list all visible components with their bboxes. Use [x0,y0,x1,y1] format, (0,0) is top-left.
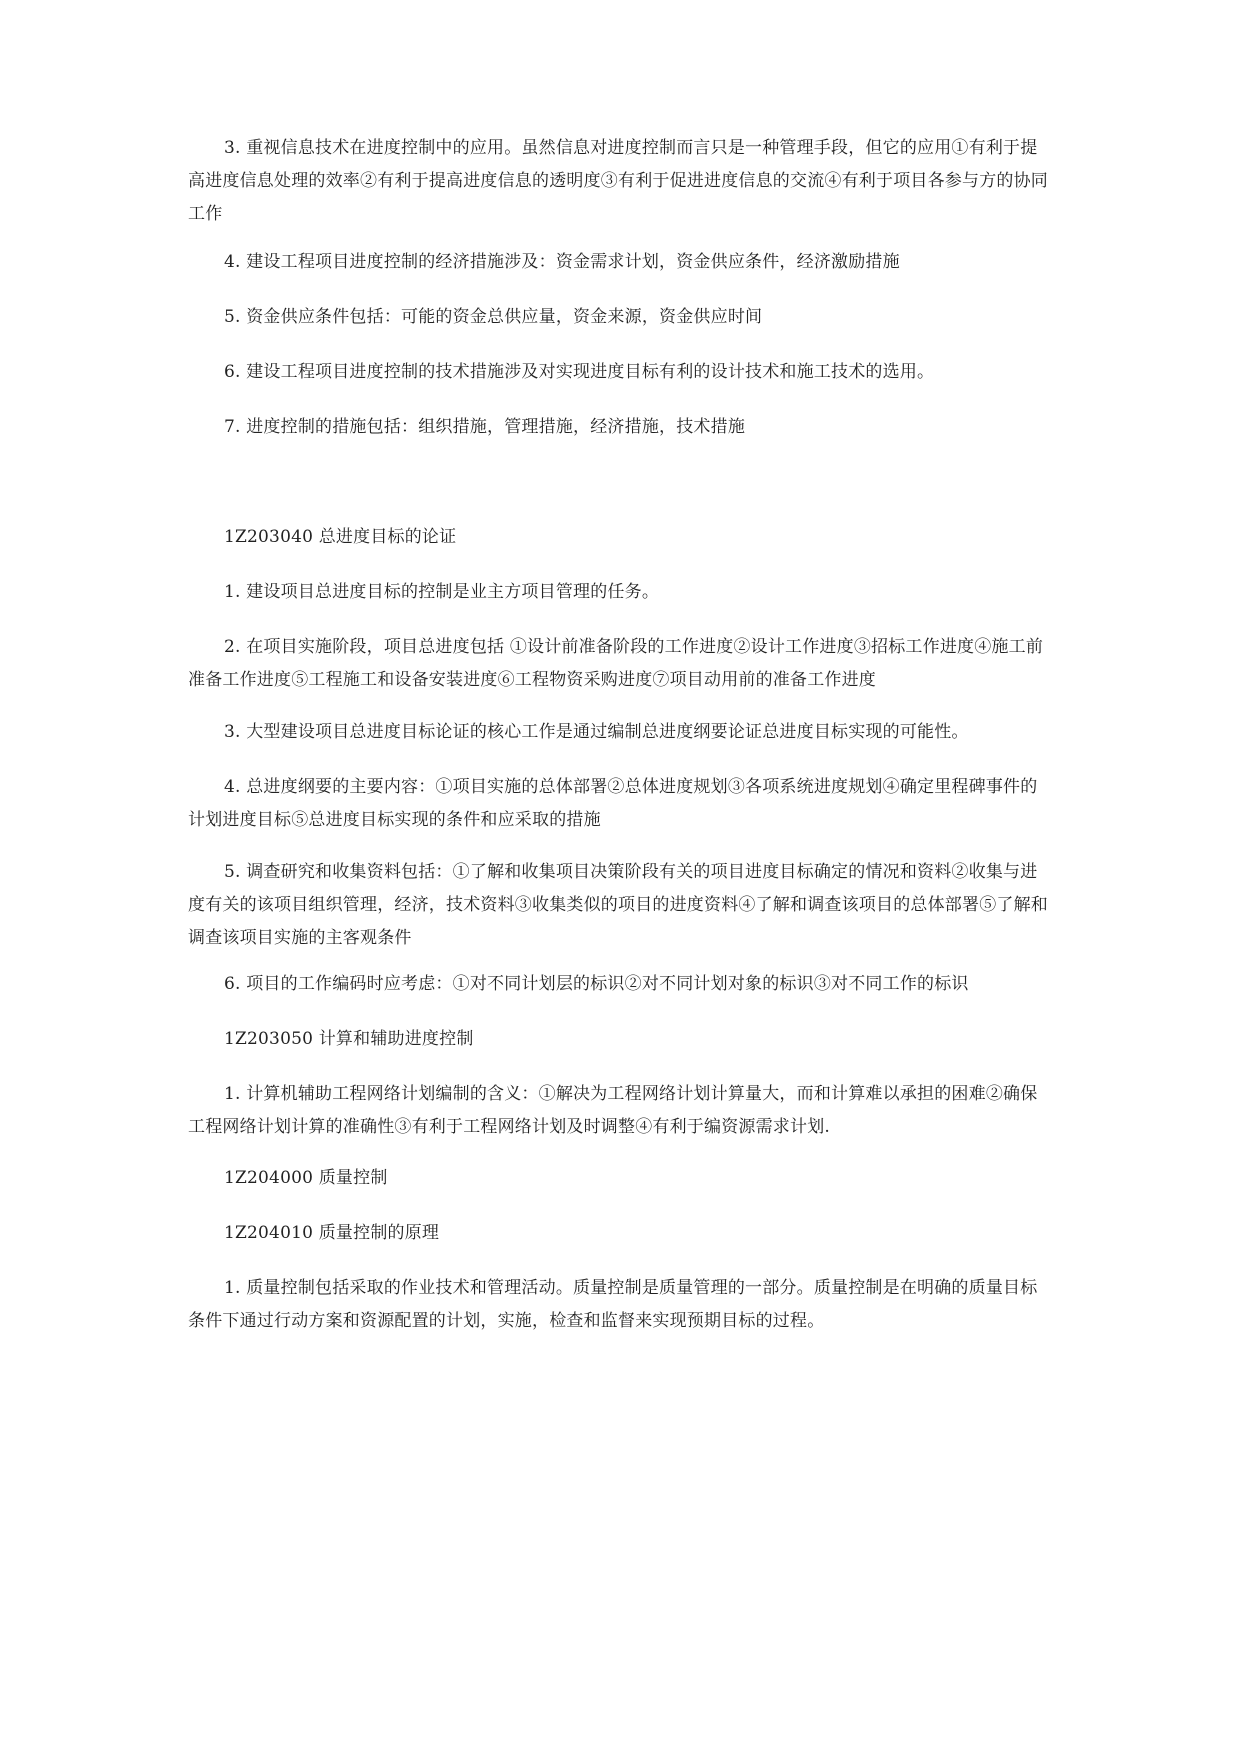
section-heading-1z203040: 1Z203040 总进度目标的论证 [224,527,457,547]
paragraph-technical-measures: 6. 建设工程项目进度控制的技术措施涉及对实现进度目标有利的设计技术和施工技术的选用。 [224,362,935,382]
paragraph-control-measures: 7. 进度控制的措施包括：组织措施，管理措施，经济措施，技术措施 [224,417,746,437]
paragraph-quality-control: 1. 质量控制包括采取的作业技术和管理活动。质量控制是质量管理的一部分。质量控制是在明确的质量目标条件下通过行动方案和资源配置的计划，实施，检查和监督来实现预期目标的过程。 [188,1278,1038,1331]
paragraph-core-work: 3. 大型建设项目总进度目标论证的核心工作是通过编制总进度纲要论证总进度目标实现的可能性。 [224,722,969,742]
section-heading-1z204010: 1Z204010 质量控制的原理 [224,1223,440,1243]
section-heading-1z204000: 1Z204000 质量控制 [224,1168,388,1188]
paragraph-work-coding: 6. 项目的工作编码时应考虑：①对不同计划层的标识②对不同计划对象的标识③对不同工作的标识 [224,974,969,994]
paragraph-computer-aided: 1. 计算机辅助工程网络计划编制的含义：①解决为工程网络计划计算量大，而和计算难以承担的困难②确保工程网络计划计算的准确性③有利于工程网络计划及时调整④有利于编资源需求计划. [188,1084,1038,1137]
paragraph-outline-contents: 4. 总进度纲要的主要内容：①项目实施的总体部署②总体进度规划③各项系统进度规划④确定里程碑事件的计划进度目标⑤总进度目标实现的条件和应采取的措施 [188,777,1038,830]
section-heading-1z203050: 1Z203050 计算和辅助进度控制 [224,1029,474,1049]
paragraph-info-technology: 3. 重视信息技术在进度控制中的应用。虽然信息对进度控制而言只是一种管理手段，但它的应用①有利于提高进度信息处理的效率②有利于提高进度信息的透明度③有利于促进进度信息的交流④有利于项目各参与方的协同工作 [188,138,1048,224]
paragraph-owner-task: 1. 建设项目总进度目标的控制是业主方项目管理的任务。 [224,582,660,602]
paragraph-research-data: 5. 调查研究和收集资料包括：①了解和收集项目决策阶段有关的项目进度目标确定的情况和资料②收集与进度有关的该项目组织管理，经济，技术资料③收集类似的项目的进度资料④了解和调查该项目的总体部署⑤了解和调查该项目实施的主客观条件 [188,862,1048,948]
paragraph-funding-conditions: 5. 资金供应条件包括：可能的资金总供应量，资金来源，资金供应时间 [224,307,763,327]
paragraph-total-schedule: 2. 在项目实施阶段，项目总进度包括 ①设计前准备阶段的工作进度②设计工作进度③招标工作进度④施工前准备工作进度⑤工程施工和设备安装进度⑥工程物资采购进度⑦项目动用前的准备工作进度 [188,637,1044,690]
paragraph-economic-measures: 4. 建设工程项目进度控制的经济措施涉及：资金需求计划，资金供应条件，经济激励措施 [224,252,900,272]
